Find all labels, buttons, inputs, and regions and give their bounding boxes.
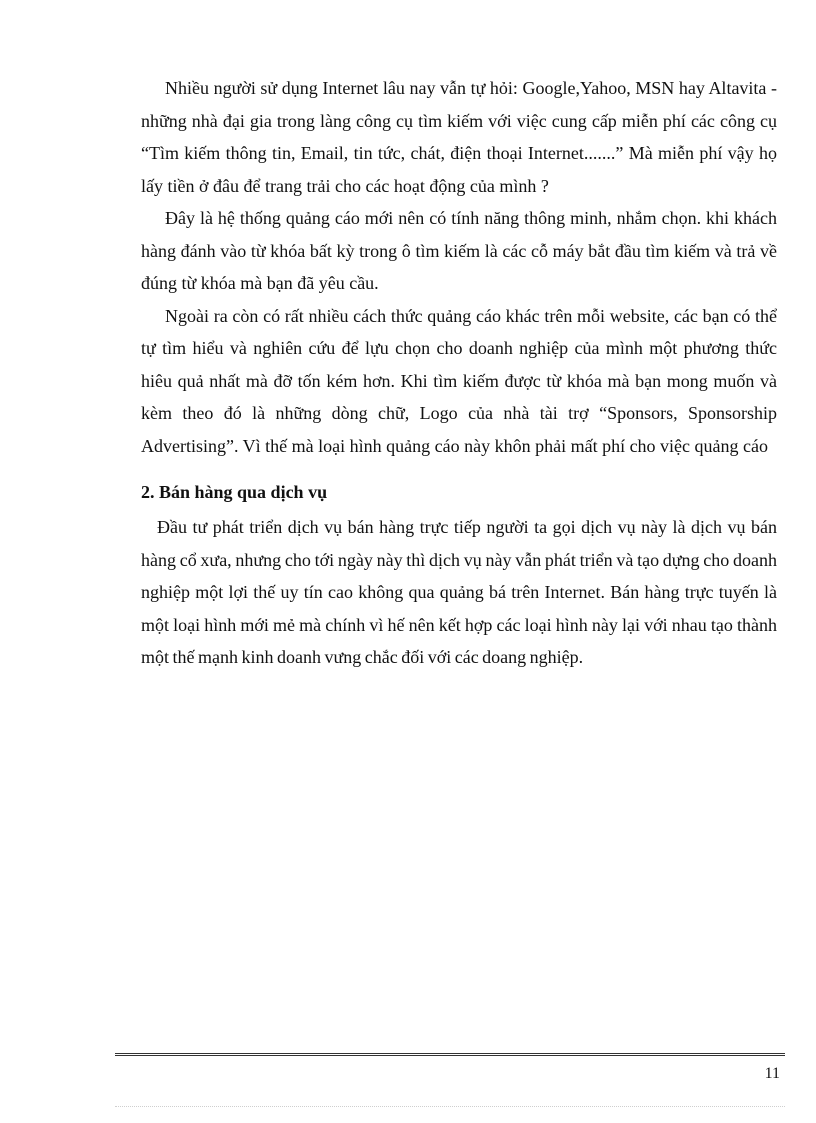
paragraph-search-engines: Nhiều người sử dụng Internet lâu nay vẫn tự hỏi: Google,Yahoo, MSN hay Altavita - những nhà đại gia trong làng công cụ tìm kiếm với việc cung cấp miễn phí các công cụ “Tìm kiếm thông tin, Email, tin tức, chát, điện thoại Internet.......” Mà miễn phí vậy họ lấy tiền ở đâu để trang trải cho các hoạt động của mình ? <box>141 78 777 196</box>
paragraph-smart-ads: Đây là hệ thống quảng cáo mới nên có tính năng thông minh, nhắm chọn. khi khách hàng đánh vào từ khóa bất kỳ trong ô tìm kiếm là các cỗ máy bắt đầu tìm kiếm và trả về đúng từ khóa mà bạn đã yêu cầu. <box>141 208 777 293</box>
paragraph-service-sales: Đầu tư phát triển dịch vụ bán hàng trực tiếp người ta gọi dịch vụ này là dịch vụ bán hàng cổ xưa, nhưng cho tới ngày này thì dịch vụ này vẫn phát triển và tạo dựng cho doanh nghiệp một lợi thế uy tín cao không qua quảng bá trên Internet. Bán hàng trực tuyến là một loại hình mới mẻ mà chính vì hế nên kết hợp các loại hình này lại với nhau tạo thành một thế mạnh kinh doanh vưng chắc đối với các doang nghiệp. <box>141 517 777 667</box>
footer-rule <box>115 1053 785 1056</box>
body-text <box>141 72 777 674</box>
section-heading: 2. Bán hàng qua dịch vụ <box>141 482 328 502</box>
page-number: 11 <box>764 1065 780 1082</box>
paragraph-other-ads: Ngoài ra còn có rất nhiều cách thức quảng cáo khác trên mỗi website, các bạn có thể tự tìm hiểu và nghiên cứu để lựu chọn cho doanh nghiệp của mình một phương thức hiêu quả nhất mà đỡ tốn kém hơn. Khi tìm kiếm được từ khóa mà bạn mong muốn và kèm theo đó là những dòng chữ, Logo của nhà tài trợ “Sponsors, Sponsorship Advertising”. Vì thế mà loại hình quảng cáo này khôn phải mất phí cho việc quảng cáo <box>141 305 777 456</box>
page-bottom-edge <box>115 1106 785 1107</box>
